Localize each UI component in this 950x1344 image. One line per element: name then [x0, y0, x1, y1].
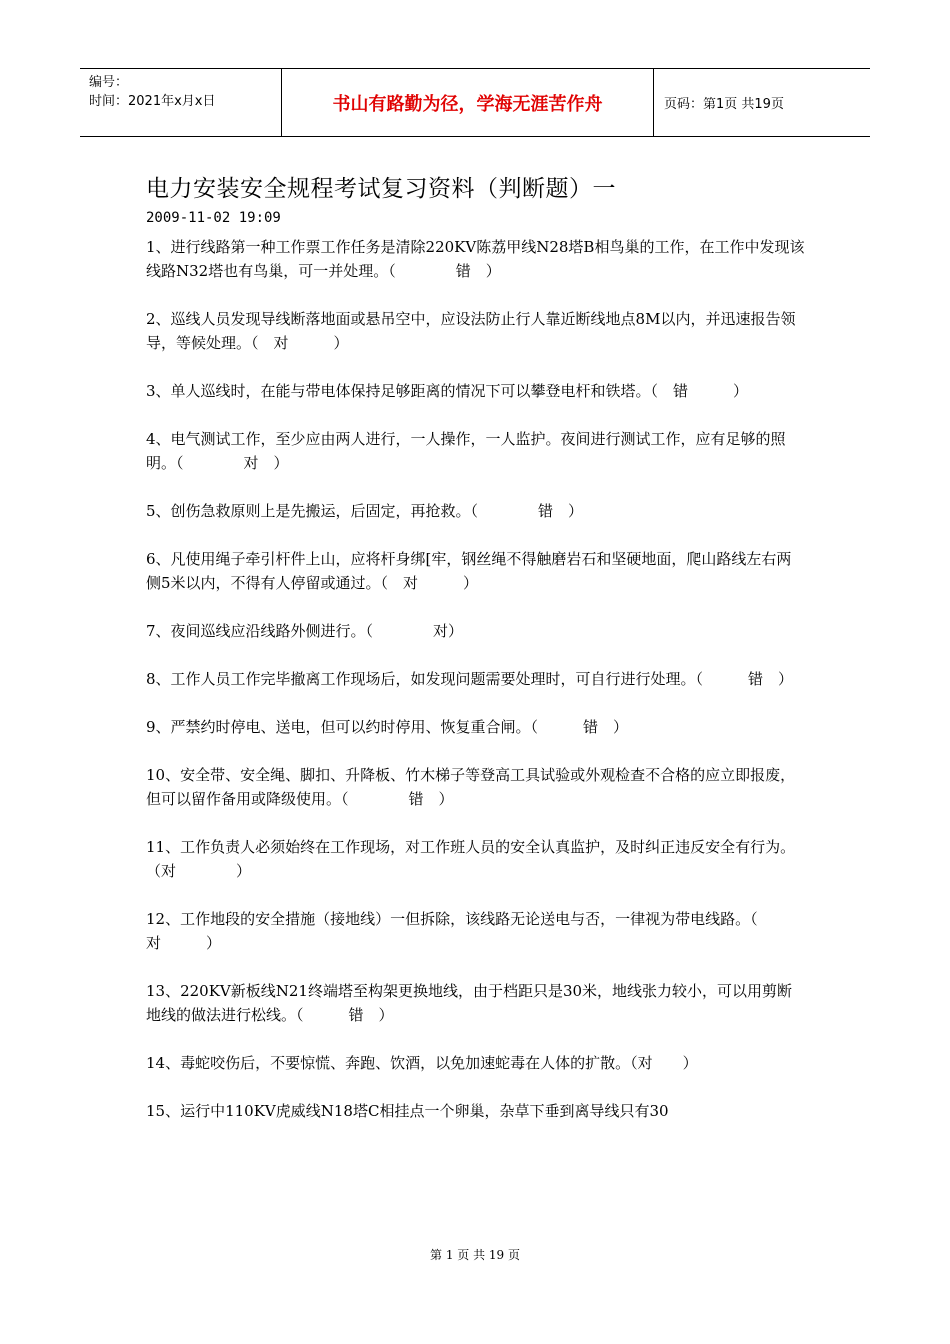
question-item: 12、工作地段的安全措施（接地线）一但拆除，该线路无论送电与否，一律视为带电线路。（ 对 ）: [146, 910, 773, 952]
header-meta: [80, 69, 282, 136]
header-motto-cell: [282, 69, 654, 136]
question-list: [146, 235, 806, 1147]
question-item: 1、进行线路第一种工作票工作任务是清除220KV陈荔甲线N28塔B相鸟巢的工作，在工作中发现该线路N32塔也有鸟巢，可一并处理。（ 错 ）: [146, 238, 805, 280]
time-label: 时间：2021年x月x日: [89, 94, 216, 109]
page-info: 页码：第1页 共19页: [664, 97, 784, 112]
question-item: 7、夜间巡线应沿线路外侧进行。（ 对）: [146, 622, 464, 640]
header-table: [80, 68, 870, 137]
question-item: 8、工作人员工作完毕撤离工作现场后，如发现问题需要处理时，可自行进行处理。（ 错 ）: [146, 670, 794, 688]
question-item: 11、工作负责人必须始终在工作现场，对工作班人员的安全认真监护，及时纠正违反安全有行为。（对 ）: [146, 838, 796, 880]
header-page-cell: [654, 69, 870, 136]
question-item: 2、巡线人员发现导线断落地面或悬吊空中，应设法防止行人靠近断线地点8M以内，并迅速报告领导，等候处理。（ 对 ）: [146, 310, 796, 352]
question-item: 13、220KV新板线N21终端塔至构架更换地线，由于档距只是30米，地线张力较小，可以用剪断地线的做法进行松线。（ 错 ）: [146, 982, 793, 1024]
question-item: 5、创伤急救原则上是先搬运，后固定，再抢救。（ 错 ）: [146, 502, 584, 520]
number-label: 编号：: [89, 75, 129, 90]
question-item: 14、毒蛇咬伤后，不要惊慌、奔跑、饮酒，以免加速蛇毒在人体的扩散。（对 ）: [146, 1054, 698, 1072]
page-footer: 第 1 页 共 19 页: [430, 1248, 520, 1262]
motto: 书山有路勤为径，学海无涯苦作舟: [332, 93, 603, 115]
question-item: 4、电气测试工作，至少应由两人进行，一人操作，一人监护。夜间进行测试工作，应有足够的照明。（ 对 ）: [146, 430, 786, 472]
question-item: 3、单人巡线时，在能与带电体保持足够距离的情况下可以攀登电杆和铁塔。（ 错 ）: [146, 382, 749, 400]
post-datetime: 2009-11-02 19:09: [146, 210, 281, 226]
question-item: 10、安全带、安全绳、脚扣、升降板、竹木梯子等登高工具试验或外观检查不合格的应立即报废，但可以留作备用或降级使用。（ 错 ）: [146, 766, 796, 808]
question-item: 9、严禁约时停电、送电，但可以约时停用、恢复重合闸。（ 错 ）: [146, 718, 629, 736]
question-item: 15、运行中110KV虎威线N18塔C相挂点一个卵巢，杂草下垂到离导线只有30: [146, 1102, 669, 1120]
question-item: 6、凡使用绳子牵引杆件上山，应将杆身绑[牢，钢丝绳不得触磨岩石和坚硬地面，爬山路线左右两侧5米以内，不得有人停留或通过。（ 对 ）: [146, 550, 792, 592]
document-title: 电力安装安全规程考试复习资料（判断题）一: [146, 176, 616, 202]
